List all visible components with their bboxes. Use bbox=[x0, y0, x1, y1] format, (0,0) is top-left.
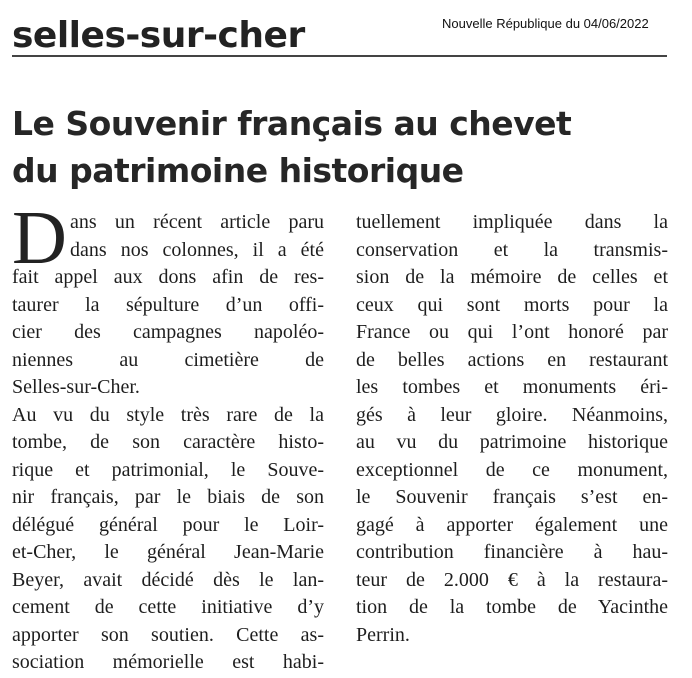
text-line: nir français, par le biais de son bbox=[12, 486, 324, 508]
header-rule bbox=[12, 55, 667, 57]
article-column-2 bbox=[356, 209, 668, 649]
text-line: taurer la sépulture d’un offi- bbox=[12, 293, 324, 316]
text-line: cement de cette initiative d’y bbox=[12, 596, 324, 618]
headline-line-2: du patrimoine historique bbox=[12, 151, 464, 190]
source-date: Nouvelle République du 04/06/2022 bbox=[442, 16, 649, 31]
section-title: selles-sur-cher bbox=[12, 15, 305, 56]
text-line: ans un récent article paru bbox=[70, 211, 324, 233]
text-line: tion de la tombe de Yacinthe bbox=[356, 596, 668, 618]
text-line: tuellement impliquée dans la bbox=[356, 211, 668, 233]
text-line: les tombes et monuments éri- bbox=[356, 376, 668, 398]
text-line: cier des campagnes napoléo- bbox=[12, 321, 324, 343]
text-line: et-Cher, le général Jean-Marie bbox=[12, 541, 324, 563]
text-line: conservation et la transmis- bbox=[356, 238, 668, 261]
headline-line-1: Le Souvenir français au chevet bbox=[12, 104, 572, 143]
text-line: au vu du patrimoine historique bbox=[356, 431, 668, 453]
text-line: le Souvenir français s’est en- bbox=[356, 486, 668, 508]
text-line: ceux qui sont morts pour la bbox=[356, 293, 668, 316]
text-line: Beyer, avait décidé dès le lan- bbox=[12, 568, 324, 591]
text-line: gés à leur gloire. Néanmoins, bbox=[356, 403, 668, 426]
text-line: apporter son soutien. Cette as- bbox=[12, 623, 324, 646]
text-line: niennes au cimetière de bbox=[12, 348, 324, 371]
article-headline bbox=[12, 100, 672, 194]
text-line: France ou qui l’ont honoré par bbox=[356, 321, 668, 343]
text-line: teur de 2.000 € à la restaura- bbox=[356, 568, 668, 591]
text-line: délégué général pour le Loir- bbox=[12, 513, 324, 536]
text-line: gagé à apporter également une bbox=[356, 513, 668, 536]
text-line: tombe, de son caractère histo- bbox=[12, 431, 324, 453]
text-line: Perrin. bbox=[356, 623, 410, 646]
text-line: rique et patrimonial, le Souve- bbox=[12, 458, 324, 481]
text-line: de belles actions en restaurant bbox=[356, 348, 668, 371]
text-line: Au vu du style très rare de la bbox=[12, 403, 324, 426]
text-line: Selles-sur-Cher. bbox=[12, 376, 140, 398]
text-line: dans nos colonnes, il a été bbox=[70, 238, 324, 261]
text-line: sion de la mémoire de celles et bbox=[356, 266, 668, 288]
article-column-1 bbox=[12, 196, 324, 677]
text-line: exceptionnel de ce monument, bbox=[356, 458, 668, 481]
text-line: fait appel aux dons afin de res- bbox=[12, 266, 324, 288]
drop-cap: D bbox=[12, 196, 67, 280]
text-line: contribution financière à hau- bbox=[356, 541, 668, 563]
text-line: sociation mémorielle est habi- bbox=[12, 651, 324, 673]
